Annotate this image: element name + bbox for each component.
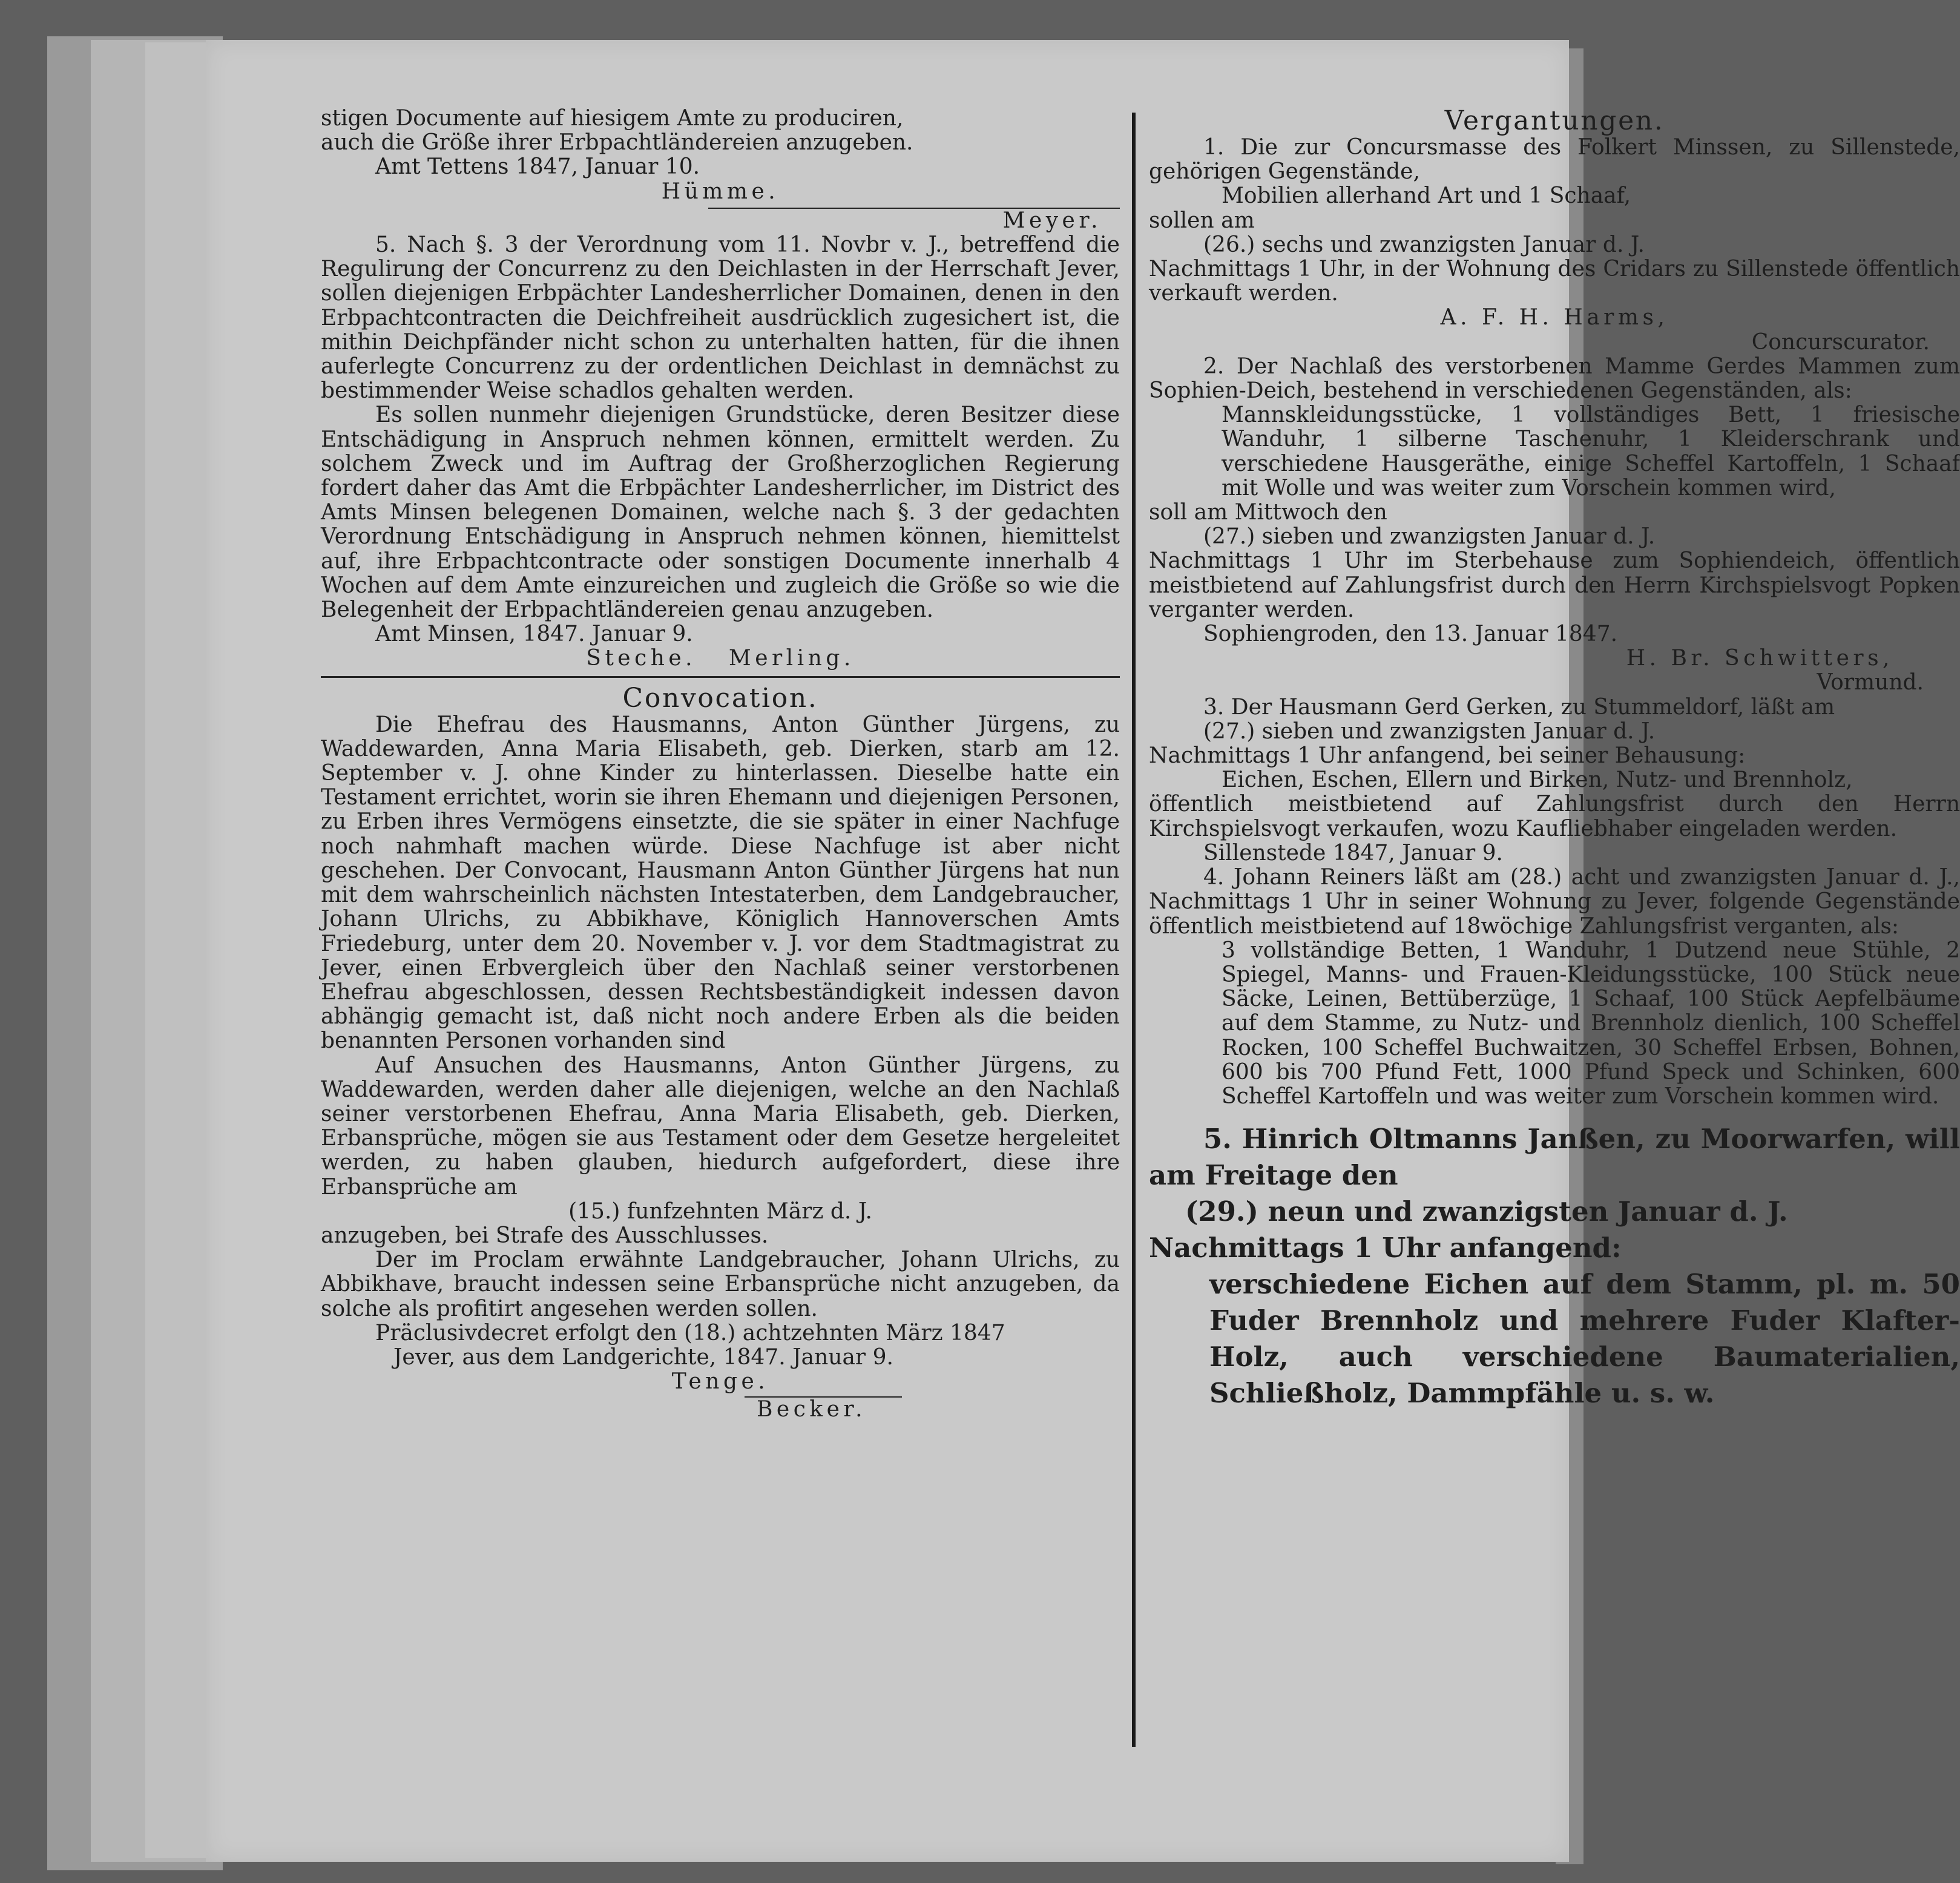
auction-text: sollen am — [1149, 208, 1255, 233]
signature: H. Br. Schwitters, — [1626, 646, 1893, 671]
auction-paragraph: 1. Die zur Concursmasse des Folkert Minssen, zu Sillenstede, gehörigen Gegenstände, — [1149, 135, 1960, 185]
left-column — [321, 107, 1120, 1422]
section-divider — [321, 676, 1120, 678]
auction-paragraph: Nachmittags 1 Uhr im Sterbehause zum Sophiendeich, öffentlich meistbietend auf Zahlungsfrist durch den Herrn Kirchspielsvogt Popken verganter werden. — [1149, 548, 1960, 622]
auction-paragraph: Nachmittags 1 Uhr, in der Wohnung des Cridars zu Sillenstede öffentlich verkauft werden. — [1149, 257, 1960, 306]
auction-paragraph: 3. Der Hausmann Gerd Gerken, zu Stummeldorf, läßt am — [1203, 694, 1835, 720]
place-date: Sophiengroden, den 13. Januar 1847. — [1203, 622, 1618, 647]
auction-items: Mannskleidungsstücke, 1 vollständiges Bett, 1 friesische Wanduhr, 1 silberne Taschenuhr, 1 Kleiderschrank und verschiedene Hausgeräthe, einige Scheffel Kartoffeln, 1 Schaaf mit Wolle und was weiter zum Vorschein kommen wird, — [1222, 403, 1960, 501]
notice-paragraph: Es sollen nunmehr diejenigen Grundstücke, deren Besitzer diese Entschädigung in Anspruch nehmen können, ermittelt werden. Zu solchem Zweck und im Auftrag der Großherzoglichen Regierung fordert daher das Amt die Erbpächter Landesherrlicher, im District des Amts Minsen belegenen Domainen, welche nach §. 3 der gedachten Verordnung Entschädigung in Anspruch nehmen können, hiemittelst auf, ihre Erbpachtcontracte oder sonstigen Documente innerhalb 4 Wochen auf dem Amte einzureichen und zugleich die Größe so wie die Belegenheit der Erbpachtländereien genau anzugeben. — [321, 403, 1120, 623]
section-title: Convocation. — [622, 682, 818, 714]
document-page — [206, 40, 1960, 1862]
auction-paragraph-large: Nachmittags 1 Uhr anfangend: — [1149, 1232, 1622, 1264]
convocation-paragraph: Der im Proclam erwähnte Landgebraucher, Johann Ulrichs, zu Abbikhave, braucht indessen seine Erbansprüche nicht anzugeben, da solche als profitirt angesehen werden sollen. — [321, 1247, 1120, 1321]
auction-items: Mobilien allerhand Art und 1 Schaaf, — [1222, 183, 1631, 209]
signature: Hümme. — [661, 179, 780, 204]
place-date: Amt Tettens 1847, Januar 10. — [375, 154, 700, 180]
signature: Tenge. — [671, 1369, 769, 1395]
place-date: Sillenstede 1847, Januar 9. — [1203, 840, 1503, 866]
place-date: Amt Minsen, 1847. Januar 9. — [375, 622, 693, 647]
auction-paragraph: öffentlich meistbietend auf Zahlungsfrist durch den Herrn Kirchspielsvogt verkaufen, wozu Kaufliebhaber eingeladen werden. — [1149, 792, 1960, 841]
convocation-paragraph: Die Ehefrau des Hausmanns, Anton Günther Jürgens, zu Waddewarden, Anna Maria Elisabeth, geb. Dierken, starb am 12. September v. J. ohne Kinder zu hinterlassen. Dieselbe hatte ein Testament errichtet, worin sie ihren Ehemann und diejenigen Personen, zu Erben ihres Vermögens einsetzte, die sie später in einer Nachfuge noch nahmhaft machen würde. Diese Nachfuge ist aber nicht geschehen. Der Convocant, Hausmann Anton Günther Jürgens hat nun mit dem wahrscheinlich nächsten Intestaterben, dem Landgebraucher, Johann Ulrichs, zu Abbikhave, Königlich Hannoverschen Amts Friedeburg, unter dem 20. November v. J. vor dem Stadtmagistrat zu Jever, einen Erbvergleich über den Nachlaß seiner verstorbenen Ehefrau abgeschlossen, dessen Rechtsbeständigkeit indessen davon abhängig gemacht ist, daß nicht noch andere Erben als die beiden benannten Personen vorhanden sind — [321, 712, 1120, 1054]
auction-paragraph: 4. Johann Reiners läßt am (28.) acht und zwanzigsten Januar d. J., Nachmittags 1 Uhr in seiner Wohnung zu Jever, folgende Gegenstände öffentlich meistbietend auf 18wöchige Zahlungsfrist verganten, als: — [1149, 865, 1960, 939]
convocation-paragraph: Präclusivdecret erfolgt den (18.) achtzehnten März 1847 — [375, 1320, 1005, 1346]
signature-role: Vormund. — [1817, 670, 1924, 695]
auction-paragraph: 2. Der Nachlaß des verstorbenen Mamme Gerdes Mammen zum Sophien-Deich, bestehend in verschiedenen Gegenständen, als: — [1149, 353, 1960, 404]
auction-date: (27.) sieben und zwanzigsten Januar d. J. — [1203, 718, 1656, 744]
auction-paragraph-large: 5. Hinrich Oltmanns Janßen, zu Moorwarfen, will am Freitage den — [1149, 1123, 1960, 1192]
place-date: Jever, aus dem Landgerichte, 1847. Januar 9. — [393, 1344, 893, 1370]
opening-line-2: auch die Größe ihrer Erbpachtländereien anzugeben. — [321, 130, 913, 156]
section-title: Vergantungen. — [1444, 105, 1665, 136]
auction-paragraph: Nachmittags 1 Uhr anfangend, bei seiner Behausung: — [1149, 743, 1746, 769]
signature: Meyer. — [1002, 208, 1102, 233]
auction-text: soll am Mittwoch den — [1149, 500, 1387, 525]
convocation-paragraph: anzugeben, bei Strafe des Ausschlusses. — [321, 1223, 769, 1248]
signature-role: Concurscurator. — [1751, 329, 1930, 355]
right-column-content — [1149, 107, 1960, 1411]
auction-items: 3 vollständige Betten, 1 Wanduhr, 1 Dutzend neue Stühle, 2 Spiegel, Manns- und Frauen-Kleidungsstücke, 100 Stück neue Säcke, Leinen, Bettüberzüge, 1 Schaaf, 100 Stück Aepfelbäume auf dem Stamme, zu Nutz- und Brennholz dienlich, 100 Scheffel Rocken, 100 Scheffel Buchwaitzen, 30 Scheffel Erbsen, Bohnen, 600 bis 700 Pfund Fett, 1000 Pfund Speck und Schinken, 600 Scheffel Kartoffeln und was weiter zum Vorschein kommen wird. — [1222, 938, 1960, 1109]
auction-date: (27.) sieben und zwanzigsten Januar d. J. — [1203, 524, 1656, 550]
opening-line-1: stigen Documente auf hiesigem Amte zu produciren, — [321, 106, 904, 131]
auction-date: (26.) sechs und zwanzigsten Januar d. J. — [1203, 232, 1645, 257]
deadline-date: (15.) funfzehnten März d. J. — [568, 1198, 872, 1224]
auction-date-large: (29.) neun und zwanzigsten Januar d. J. — [1185, 1195, 1788, 1228]
convocation-paragraph: Auf Ansuchen des Hausmanns, Anton Günther Jürgens, zu Waddewarden, werden daher alle diejenigen, welche an den Nachlaß seiner verstorbenen Ehefrau, Anna Maria Elisabeth, geb. Dierken, Erbansprüche, mögen sie aus Testament oder dem Gesetze hergeleitet werden, zu haben glauben, hiedurch aufgefordert, diese ihre Erbansprüche am — [321, 1053, 1120, 1200]
signatures: Steche. Merling. — [586, 646, 855, 671]
auction-items: Eichen, Eschen, Ellern und Birken, Nutz- und Brennholz, — [1222, 767, 1853, 793]
signature: Becker. — [757, 1397, 867, 1422]
page-stack-edge — [145, 42, 212, 1858]
signature: A. F. H. Harms, — [1440, 305, 1669, 330]
auction-items-large: verschiedene Eichen auf dem Stamm, pl. m. 50 Fuder Brennholz und mehrere Fuder Klafter-Holz, auch verschiedene Baumaterialien, Schließholz, Dammpfähle u. s. w. — [1209, 1268, 1960, 1410]
column-divider — [1132, 113, 1136, 1747]
notice-paragraph: 5. Nach §. 3 der Verordnung vom 11. Novbr v. J., betreffend die Regulirung der Concurrenz zu den Deichlasten in der Herrschaft Jever, sollen diejenigen Erbpächter Landesherrlicher Domainen, denen in den Erbpachtcontracten die Deichfreiheit ausdrücklich zugesichert ist, die mithin Deichpfänder nicht schon zu unterhalten hatten, für die ihnen auferlegte Concurrenz zu der ordentlichen Deichlast in demnächst zu bestimmender Weise schadlos gehalten werden. — [321, 232, 1120, 404]
